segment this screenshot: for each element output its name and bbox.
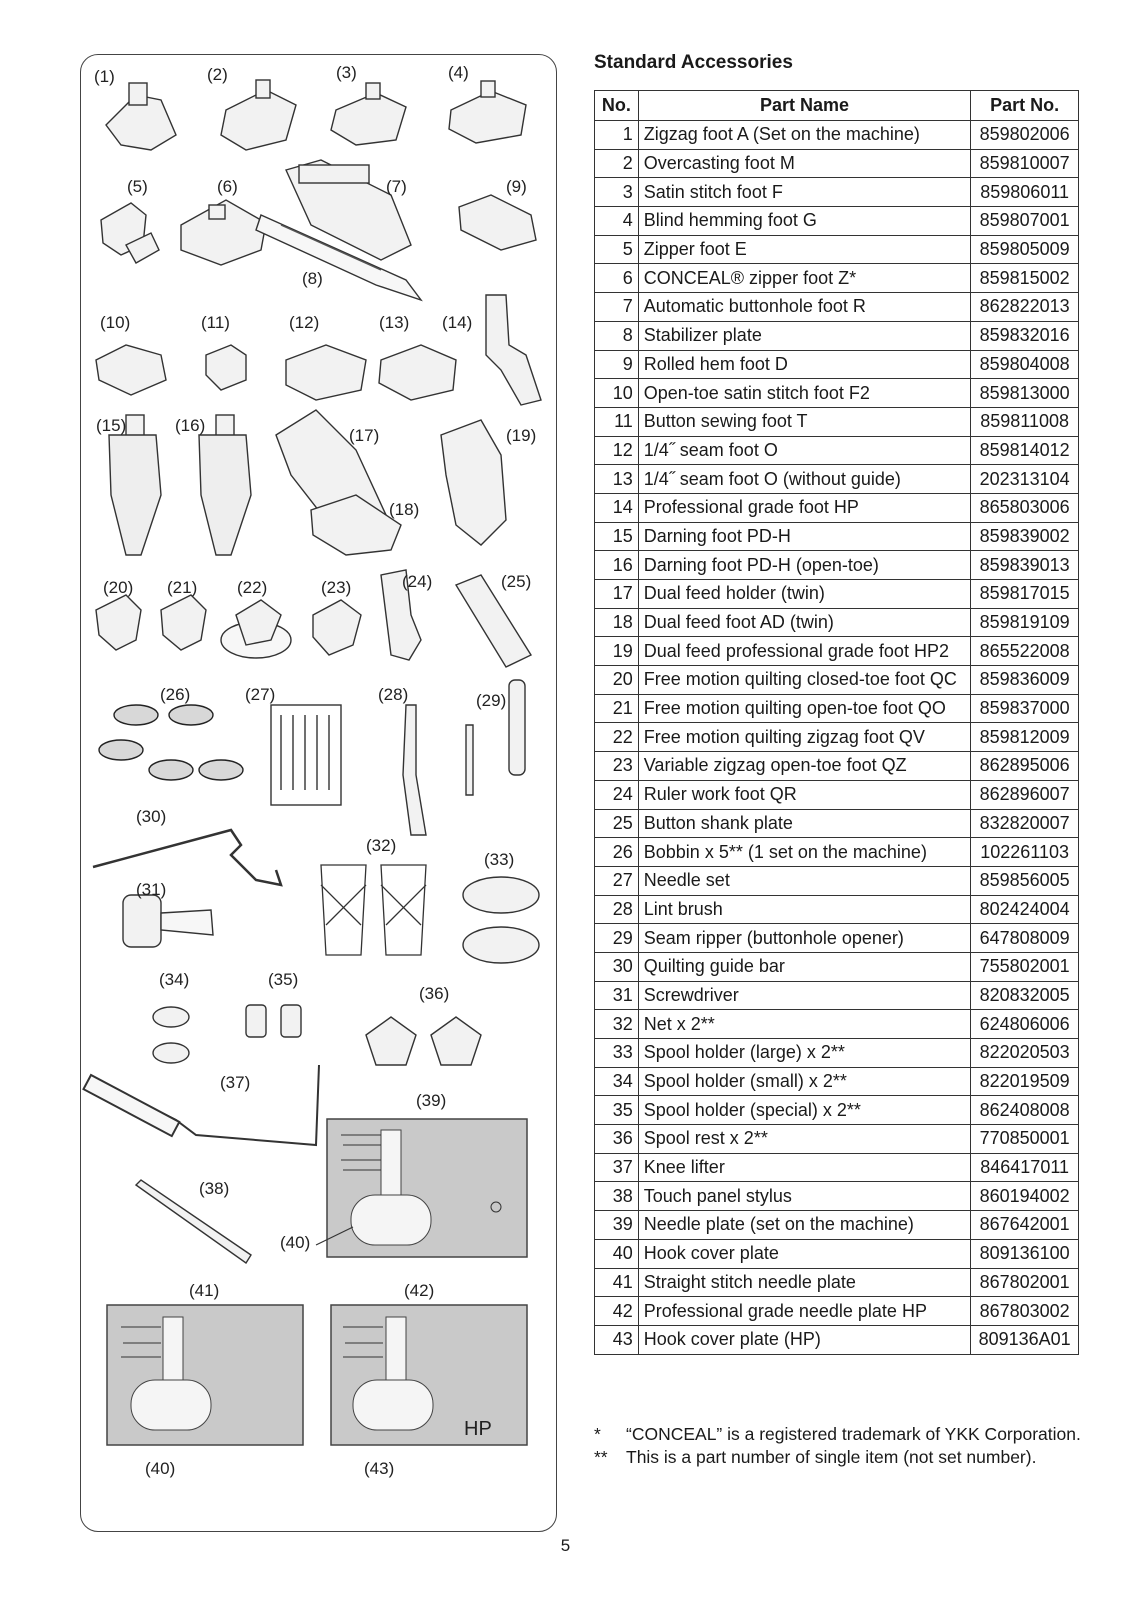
conceal-zipper-foot-icon [181, 200, 266, 265]
table-row [595, 952, 1079, 981]
part-number-index: 37 [595, 1153, 639, 1182]
part-code: 809136A01 [971, 1325, 1079, 1354]
part-number-index: 38 [595, 1182, 639, 1211]
part-code: 624806006 [971, 1010, 1079, 1039]
table-row [595, 149, 1079, 178]
part-number-index: 2 [595, 149, 639, 178]
figure-label: (13) [379, 313, 410, 332]
figure-label: (24) [402, 572, 433, 591]
dual-feed-professional-foot-icon [441, 420, 506, 545]
table-row [595, 1297, 1079, 1326]
column-header-part-no: Part No. [971, 91, 1079, 121]
open-toe-satin-foot-icon [96, 345, 166, 395]
part-code: 862408008 [971, 1096, 1079, 1125]
part-number-index: 6 [595, 264, 639, 293]
part-name: Quilting guide bar [638, 952, 971, 981]
figure-label: (27) [245, 685, 276, 704]
part-number-index: 34 [595, 1067, 639, 1096]
part-name: Bobbin x 5** (1 set on the machine) [638, 838, 971, 867]
table-row [595, 1039, 1079, 1068]
part-code: 860194002 [971, 1182, 1079, 1211]
part-name: 1/4˝ seam foot O [638, 436, 971, 465]
footnote-mark: * [594, 1424, 601, 1444]
part-code: 859804008 [971, 350, 1079, 379]
part-name: Net x 2** [638, 1010, 971, 1039]
table-row [595, 1096, 1079, 1125]
satin-stitch-foot-icon [331, 83, 406, 145]
part-name: Screwdriver [638, 981, 971, 1010]
part-name: Stabilizer plate [638, 321, 971, 350]
part-name: Ruler work foot QR [638, 780, 971, 809]
part-number-index: 35 [595, 1096, 639, 1125]
table-row [595, 436, 1079, 465]
part-number-index: 13 [595, 465, 639, 494]
part-number-index: 5 [595, 235, 639, 264]
part-number-index: 4 [595, 207, 639, 236]
part-code: 822020503 [971, 1039, 1079, 1068]
part-code: 859807001 [971, 207, 1079, 236]
table-row [595, 264, 1079, 293]
table-row [595, 465, 1079, 494]
part-code: 859812009 [971, 723, 1079, 752]
part-code: 862822013 [971, 293, 1079, 322]
part-code: 822019509 [971, 1067, 1079, 1096]
figure-label: (36) [419, 984, 450, 1003]
part-code: 859814012 [971, 436, 1079, 465]
part-name: Zipper foot E [638, 235, 971, 264]
part-code: 859802006 [971, 121, 1079, 150]
figure-label: (21) [167, 578, 198, 597]
part-name: Straight stitch needle plate [638, 1268, 971, 1297]
figure-label: (42) [404, 1281, 435, 1300]
part-code: 859819109 [971, 608, 1079, 637]
part-number-index: 25 [595, 809, 639, 838]
professional-grade-foot-icon [486, 295, 541, 405]
table-row [595, 809, 1079, 838]
part-name: Open-toe satin stitch foot F2 [638, 379, 971, 408]
table-row [595, 608, 1079, 637]
part-name: Darning foot PD-H (open-toe) [638, 551, 971, 580]
table-row [595, 121, 1079, 150]
figure-label: (25) [501, 572, 532, 591]
part-name: Free motion quilting closed-toe foot QC [638, 666, 971, 695]
part-name: Professional grade foot HP [638, 493, 971, 522]
part-name: Seam ripper (buttonhole opener) [638, 924, 971, 953]
figure-label: (23) [321, 578, 352, 597]
table-row [595, 1325, 1079, 1354]
part-number-index: 24 [595, 780, 639, 809]
part-number-index: 29 [595, 924, 639, 953]
part-code: 865522008 [971, 637, 1079, 666]
straight-stitch-needle-plate-icon [107, 1305, 303, 1445]
part-name: Lint brush [638, 895, 971, 924]
part-number-index: 23 [595, 752, 639, 781]
table-row [595, 580, 1079, 609]
part-number-index: 40 [595, 1239, 639, 1268]
figure-label: (40) [145, 1459, 176, 1478]
part-name: Spool rest x 2** [638, 1125, 971, 1154]
table-row [595, 866, 1079, 895]
table-row [595, 924, 1079, 953]
part-code: 859805009 [971, 235, 1079, 264]
part-name: Free motion quilting zigzag foot QV [638, 723, 971, 752]
part-code: 846417011 [971, 1153, 1079, 1182]
figure-label: (31) [136, 880, 167, 899]
part-name: Button sewing foot T [638, 407, 971, 436]
part-number-index: 14 [595, 493, 639, 522]
footnote-text: “CONCEAL” is a registered trademark of YKK Corporation. [626, 1424, 1081, 1444]
knee-lifter-icon [83, 1065, 319, 1145]
figure-label: (41) [189, 1281, 220, 1300]
part-number-index: 28 [595, 895, 639, 924]
footnotes [594, 1423, 1084, 1469]
button-sewing-foot-icon [206, 345, 246, 390]
table-row [595, 321, 1079, 350]
table-row [595, 637, 1079, 666]
part-number-index: 15 [595, 522, 639, 551]
part-number-index: 20 [595, 666, 639, 695]
variable-zigzag-foot-icon [313, 600, 361, 655]
table-row [595, 752, 1079, 781]
table-header-row [595, 91, 1079, 121]
part-code: 859836009 [971, 666, 1079, 695]
part-name: Spool holder (special) x 2** [638, 1096, 971, 1125]
spool-rest-icon [366, 1017, 481, 1065]
table-row [595, 1268, 1079, 1297]
spool-holder-large-icon [463, 877, 539, 963]
part-code: 820832005 [971, 981, 1079, 1010]
part-number-index: 33 [595, 1039, 639, 1068]
part-code: 862895006 [971, 752, 1079, 781]
column-header-no: No. [595, 91, 639, 121]
part-name: Hook cover plate (HP) [638, 1325, 971, 1354]
accessories-illustration-panel [80, 54, 557, 1532]
darning-foot-open-toe-icon [199, 415, 251, 555]
part-number-index: 11 [595, 407, 639, 436]
table-row [595, 493, 1079, 522]
zigzag-foot-a-icon [106, 83, 176, 150]
darning-foot-icon [109, 415, 161, 555]
touch-panel-stylus-icon [136, 1180, 251, 1263]
part-number-index: 10 [595, 379, 639, 408]
part-code: 832820007 [971, 809, 1079, 838]
figure-label: (14) [442, 313, 473, 332]
table-row [595, 407, 1079, 436]
part-number-index: 26 [595, 838, 639, 867]
table-row [595, 723, 1079, 752]
quilting-open-toe-foot-icon [161, 595, 206, 650]
part-code: 859839013 [971, 551, 1079, 580]
table-row [595, 780, 1079, 809]
part-number-index: 17 [595, 580, 639, 609]
part-number-index: 42 [595, 1297, 639, 1326]
part-number-index: 3 [595, 178, 639, 207]
figure-label: (2) [207, 65, 228, 84]
part-name: Dual feed professional grade foot HP2 [638, 637, 971, 666]
part-name: Professional grade needle plate HP [638, 1297, 971, 1326]
part-name: Dual feed holder (twin) [638, 580, 971, 609]
table-row [595, 207, 1079, 236]
part-code: 809136100 [971, 1239, 1079, 1268]
overcasting-foot-icon [221, 80, 296, 150]
part-name: Rolled hem foot D [638, 350, 971, 379]
figure-label: (1) [94, 67, 115, 86]
figure-label: (16) [175, 416, 206, 435]
part-code: 859856005 [971, 866, 1079, 895]
part-number-index: 41 [595, 1268, 639, 1297]
part-number-index: 18 [595, 608, 639, 637]
part-code: 770850001 [971, 1125, 1079, 1154]
figure-label: (15) [96, 416, 127, 435]
table-row [595, 1239, 1079, 1268]
table-row [595, 1211, 1079, 1240]
quarter-seam-foot-icon [286, 345, 366, 400]
part-name: CONCEAL® zipper foot Z* [638, 264, 971, 293]
part-number-index: 39 [595, 1211, 639, 1240]
part-code: 755802001 [971, 952, 1079, 981]
table-row [595, 379, 1079, 408]
part-number-index: 43 [595, 1325, 639, 1354]
part-number-index: 7 [595, 293, 639, 322]
part-code: 859811008 [971, 407, 1079, 436]
figure-label: (17) [349, 426, 380, 445]
lint-brush-icon [403, 705, 426, 835]
table-row [595, 1010, 1079, 1039]
part-name: Satin stitch foot F [638, 178, 971, 207]
spool-holder-small-icon [153, 1007, 189, 1063]
blind-hemming-foot-icon [449, 81, 526, 143]
table-row [595, 694, 1079, 723]
figure-label: (12) [289, 313, 320, 332]
part-name: 1/4˝ seam foot O (without guide) [638, 465, 971, 494]
table-row [595, 1067, 1079, 1096]
part-code: 859806011 [971, 178, 1079, 207]
table-row [595, 838, 1079, 867]
table-row [595, 551, 1079, 580]
part-code: 859837000 [971, 694, 1079, 723]
part-name: Automatic buttonhole foot R [638, 293, 971, 322]
footnote-single-item [594, 1446, 1084, 1468]
spool-holder-special-icon [246, 1005, 301, 1037]
rolled-hem-foot-icon [459, 195, 536, 250]
part-code: 867802001 [971, 1268, 1079, 1297]
table-row [595, 293, 1079, 322]
figure-label: (33) [484, 850, 515, 869]
part-code: 859839002 [971, 522, 1079, 551]
bobbin-icon [99, 705, 243, 780]
figure-label: (34) [159, 970, 190, 989]
part-name: Zigzag foot A (Set on the machine) [638, 121, 971, 150]
part-code: 202313104 [971, 465, 1079, 494]
part-name: Dual feed foot AD (twin) [638, 608, 971, 637]
figure-label: (11) [201, 313, 230, 332]
figure-label: (40) [280, 1233, 311, 1252]
part-name: Darning foot PD-H [638, 522, 971, 551]
figure-label: (8) [302, 269, 323, 288]
table-row [595, 895, 1079, 924]
part-name: Overcasting foot M [638, 149, 971, 178]
figure-label: (38) [199, 1179, 230, 1198]
part-number-index: 27 [595, 866, 639, 895]
hp-plate-mark: HP [464, 1418, 492, 1440]
quilting-closed-toe-foot-icon [96, 595, 141, 650]
part-number-index: 8 [595, 321, 639, 350]
footnote-trademark [594, 1423, 1084, 1445]
part-number-index: 16 [595, 551, 639, 580]
figure-label: (28) [378, 685, 409, 704]
part-name: Free motion quilting open-toe foot QO [638, 694, 971, 723]
table-row [595, 981, 1079, 1010]
part-code: 647808009 [971, 924, 1079, 953]
part-code: 859813000 [971, 379, 1079, 408]
table-row [595, 1182, 1079, 1211]
quarter-seam-foot-no-guide-icon [379, 345, 456, 400]
part-name: Hook cover plate [638, 1239, 971, 1268]
part-code: 859817015 [971, 580, 1079, 609]
part-number-index: 31 [595, 981, 639, 1010]
part-number-index: 19 [595, 637, 639, 666]
part-number-index: 36 [595, 1125, 639, 1154]
table-row [595, 350, 1079, 379]
part-code: 859832016 [971, 321, 1079, 350]
part-number-index: 21 [595, 694, 639, 723]
part-code: 867803002 [971, 1297, 1079, 1326]
net-icon [321, 865, 426, 955]
part-number-index: 22 [595, 723, 639, 752]
figure-label: (4) [448, 63, 469, 82]
part-code: 859815002 [971, 264, 1079, 293]
figure-label: (6) [217, 177, 238, 196]
part-name: Button shank plate [638, 809, 971, 838]
table-row [595, 1125, 1079, 1154]
figure-label: (7) [386, 177, 407, 196]
part-name: Spool holder (small) x 2** [638, 1067, 971, 1096]
figure-label: (26) [160, 685, 191, 704]
figure-label: (5) [127, 177, 148, 196]
table-row [595, 522, 1079, 551]
part-name: Touch panel stylus [638, 1182, 971, 1211]
zipper-foot-e-icon [101, 203, 159, 263]
part-name: Needle set [638, 866, 971, 895]
professional-grade-needle-plate-icon [331, 1305, 527, 1445]
footnote-mark: ** [594, 1447, 608, 1467]
part-number-index: 1 [595, 121, 639, 150]
quilting-zigzag-foot-icon [221, 600, 291, 658]
part-name: Blind hemming foot G [638, 207, 971, 236]
figure-label: (39) [416, 1091, 447, 1110]
quilting-guide-bar-icon [93, 830, 281, 885]
figure-label: (3) [336, 63, 357, 82]
footnote-text: This is a part number of single item (not set number). [626, 1447, 1037, 1467]
figure-label: (35) [268, 970, 299, 989]
table-row [595, 666, 1079, 695]
part-number-index: 30 [595, 952, 639, 981]
page-number: 5 [560, 1536, 571, 1555]
part-code: 802424004 [971, 895, 1079, 924]
part-code: 865803006 [971, 493, 1079, 522]
screwdriver-icon [123, 895, 213, 947]
part-code: 102261103 [971, 838, 1079, 867]
needle-plate-icon [327, 1119, 527, 1257]
table-row [595, 178, 1079, 207]
figure-label: (29) [476, 691, 507, 710]
parts-table [594, 90, 1079, 1355]
figure-label: (19) [506, 426, 537, 445]
figure-label: (9) [506, 177, 527, 196]
part-number-index: 32 [595, 1010, 639, 1039]
table-row [595, 235, 1079, 264]
part-number-index: 12 [595, 436, 639, 465]
figure-label: (20) [103, 578, 134, 597]
column-header-part-name: Part Name [638, 91, 971, 121]
part-name: Knee lifter [638, 1153, 971, 1182]
figure-label: (22) [237, 578, 268, 597]
part-code: 862896007 [971, 780, 1079, 809]
part-name: Needle plate (set on the machine) [638, 1211, 971, 1240]
figure-label: (32) [366, 836, 397, 855]
parts-table-body [595, 121, 1079, 1355]
part-name: Spool holder (large) x 2** [638, 1039, 971, 1068]
section-title: Standard Accessories [594, 52, 793, 73]
figure-label: (43) [364, 1459, 395, 1478]
part-code: 859810007 [971, 149, 1079, 178]
needle-set-icon [271, 705, 341, 805]
figure-label: (10) [100, 313, 131, 332]
figure-label: (37) [220, 1073, 251, 1092]
figure-label: (18) [389, 500, 420, 519]
figure-label: (30) [136, 807, 167, 826]
part-code: 867642001 [971, 1211, 1079, 1240]
table-row [595, 1153, 1079, 1182]
part-name: Variable zigzag open-toe foot QZ [638, 752, 971, 781]
part-number-index: 9 [595, 350, 639, 379]
